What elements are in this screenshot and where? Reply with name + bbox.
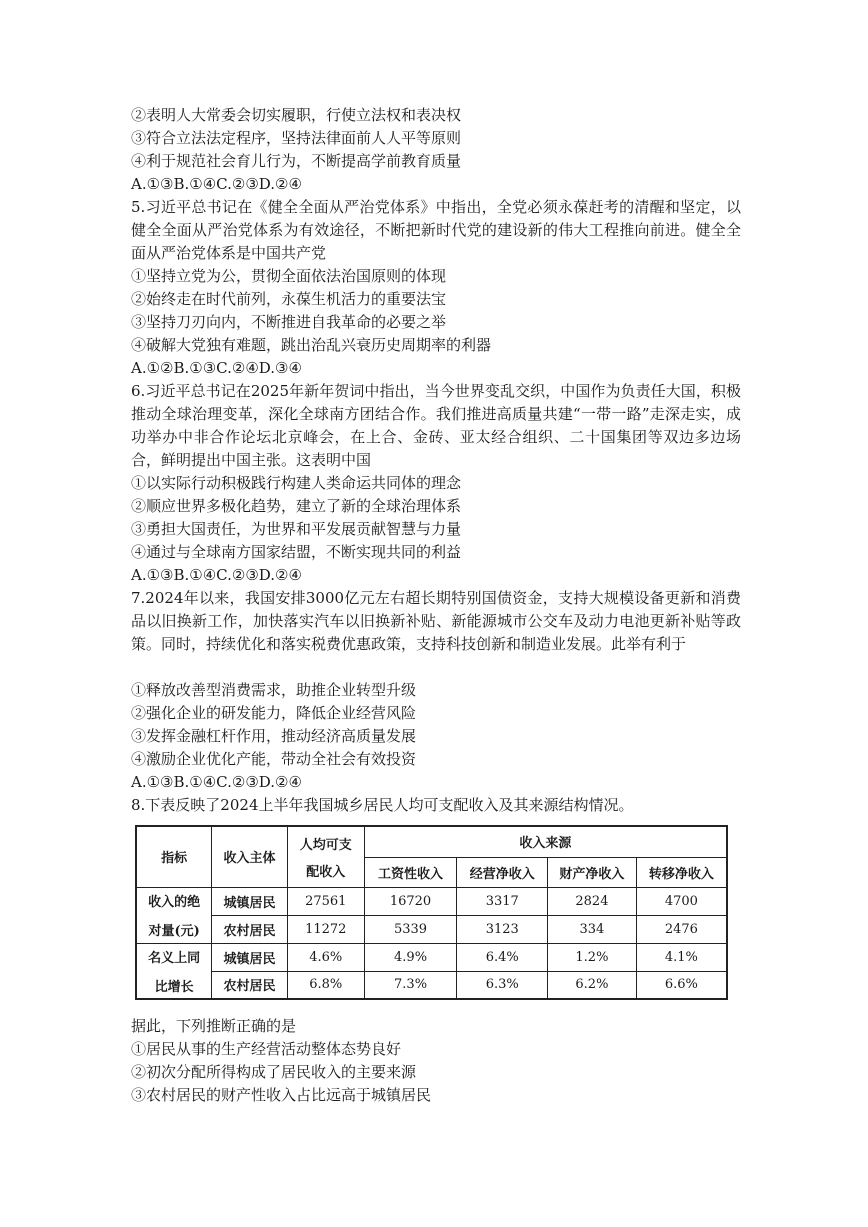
q8-stem: 8.下表反映了2024上半年我国城乡居民人均可支配收入及其来源结构情况。 [131, 796, 634, 814]
cell-property: 1.2% [548, 943, 637, 971]
q5-option-3: ③坚持刀刃向内，不断推进自我革命的必要之举 [131, 313, 447, 331]
header-property-income: 财产净收入 [548, 857, 637, 887]
q5-option-2: ②始终走在时代前列，永葆生机活力的重要法宝 [131, 290, 447, 308]
group-label-growth-line-2: 比增长 [154, 979, 194, 995]
q7-option-2: ②强化企业的研发能力，降低企业经营风险 [131, 704, 417, 722]
q7-answer-choices: A.①③B.①④C.②③D.②④ [131, 773, 302, 791]
q4-option-3: ③符合立法法定程序，坚持法律面前人人平等原则 [131, 129, 462, 147]
header-indicator: 指标 [136, 826, 212, 887]
cell-transfer: 4700 [636, 887, 727, 915]
q4-option-2: ②表明人大常委会切实履职，行使立法权和表决权 [131, 106, 462, 124]
cell-business: 6.4% [457, 943, 548, 971]
q5-option-4: ④破解大党独有难题，跳出治乱兴衰历史周期率的利器 [131, 336, 492, 354]
header-income-sources: 收入来源 [364, 826, 727, 857]
table-row [136, 971, 727, 999]
q6-option-1: ①以实际行动积极践行构建人类命运共同体的理念 [131, 474, 462, 492]
q6-stem: 6.习近平总书记在2025年新年贺词中指出，当今世界变乱交织，中国作为负责任大国，积极推动全球治理变革，深化全球南方团结合作。我们推进高质量共建“一带一路”走深走实，成功举办中非合作论坛北京峰会，在上合、金砖、亚太经合组织、二十国集团等双边多边场合，鲜明提出中国主张。这表明中国 [131, 382, 741, 469]
q4-option-4: ④利于规范社会育儿行为，不断提高学前教育质量 [131, 152, 462, 170]
cell-transfer: 4.1% [636, 943, 727, 971]
q8-prompt: 据此，下列推断正确的是 [131, 1017, 297, 1035]
group-label-growth [136, 943, 212, 999]
q5-stem: 5.习近平总书记在《健全全面从严治党体系》中指出，全党必须永葆赶考的清醒和坚定，以健全全面从严治党体系为有效途径，不断把新时代党的建设新的伟大工程推向前进。健全全面从严治党体系是中国共产党 [131, 198, 741, 262]
table-row [136, 943, 727, 971]
cell-total: 11272 [287, 915, 364, 943]
header-transfer-income: 转移净收入 [636, 857, 727, 887]
row-subject: 城镇居民 [212, 943, 288, 971]
q5-answer-choices: A.①②B.①③C.②④D.③④ [131, 359, 302, 377]
q8-option-2: ②初次分配所得构成了居民收入的主要来源 [131, 1063, 417, 1081]
q5-option-1: ①坚持立党为公，贯彻全面依法治国原则的体现 [131, 267, 447, 285]
group-label-growth-line-1: 名义上同 [148, 950, 201, 966]
cell-total: 6.8% [287, 971, 364, 999]
q8-option-3: ③农村居民的财产性收入占比远高于城镇居民 [131, 1086, 432, 1104]
q7-stem: 7.2024年以来，我国安排3000亿元左右超长期特别国债资金，支持大规模设备更新和消费品以旧换新工作，加快落实汽车以旧换新补贴、新能源城市公交车及动力电池更新补贴等政策。同时，持续优化和落实税费优惠政策，支持科技创新和制造业发展。此举有利于 [131, 589, 741, 653]
cell-wage: 5339 [364, 915, 457, 943]
q8-option-1: ①居民从事的生产经营活动整体态势良好 [131, 1040, 402, 1058]
income-table [135, 825, 728, 1000]
group-label-absolute [136, 887, 212, 943]
row-subject: 城镇居民 [212, 887, 288, 915]
cell-business: 6.3% [457, 971, 548, 999]
row-subject: 农村居民 [212, 971, 288, 999]
cell-transfer: 2476 [636, 915, 727, 943]
q4-answer-choices: A.①③B.①④C.②③D.②④ [131, 175, 302, 193]
cell-business: 3317 [457, 887, 548, 915]
cell-total: 27561 [287, 887, 364, 915]
cell-wage: 16720 [364, 887, 457, 915]
q6-answer-choices: A.①③B.①④C.②③D.②④ [131, 566, 302, 584]
cell-transfer: 6.6% [636, 971, 727, 999]
q7-option-3: ③发挥金融杠杆作用，推动经济高质量发展 [131, 727, 417, 745]
header-wage-income: 工资性收入 [364, 857, 457, 887]
group-label-absolute-line-1: 收入的绝 [148, 895, 201, 910]
cell-wage: 7.3% [364, 971, 457, 999]
table-row [136, 887, 727, 915]
cell-property: 2824 [548, 887, 637, 915]
header-income-subject: 收入主体 [212, 826, 288, 887]
header-disposable-income [287, 826, 364, 887]
cell-business: 3123 [457, 915, 548, 943]
row-subject: 农村居民 [212, 915, 288, 943]
table-row [136, 915, 727, 943]
q6-option-2: ②顺应世界多极化趋势，建立了新的全球治理体系 [131, 497, 462, 515]
cell-property: 6.2% [548, 971, 637, 999]
cell-total: 4.6% [287, 943, 364, 971]
header-disposable-line-2: 配收入 [306, 864, 346, 880]
q7-option-1: ①释放改善型消费需求，助推企业转型升级 [131, 681, 417, 699]
q7-option-4: ④激励企业优化产能，带动全社会有效投资 [131, 750, 417, 768]
header-business-income: 经营净收入 [457, 857, 548, 887]
cell-wage: 4.9% [364, 943, 457, 971]
group-label-absolute-line-2: 对量(元) [148, 924, 200, 939]
q6-option-4: ④通过与全球南方国家结盟，不断实现共同的利益 [131, 543, 462, 561]
header-disposable-line-1: 人均可支 [299, 837, 352, 853]
cell-property: 334 [548, 915, 637, 943]
q6-option-3: ③勇担大国责任，为世界和平发展贡献智慧与力量 [131, 520, 462, 538]
